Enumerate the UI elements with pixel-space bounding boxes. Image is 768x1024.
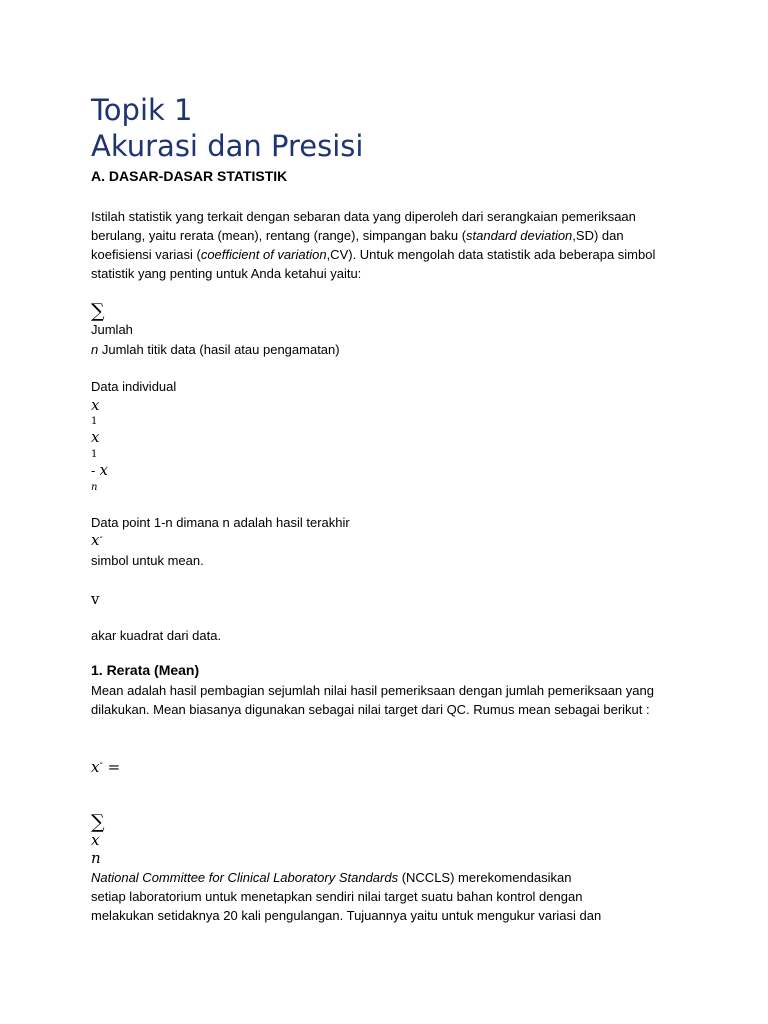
xn-subscript: n — [91, 482, 98, 493]
xn-variable: x — [99, 461, 108, 479]
jumlah-label: Jumlah — [91, 322, 133, 337]
nccls-line — [91, 868, 572, 887]
formula-equals: = — [102, 758, 121, 776]
intro-text-1: Istilah statistik yang terkait dengan sebaran data yang diperoleh dari serangkaian pemeriksaan berulang, yaitu rerata (mean), rentang (range), simpangan baku ( — [91, 209, 636, 243]
n-description: Jumlah titik data (hasil atau pengamatan) — [98, 342, 340, 357]
title-line-2: Akurasi dan Presisi — [91, 129, 364, 163]
x2-variable: x — [91, 428, 100, 446]
formula-sigma: ∑ — [91, 811, 105, 833]
n-definition — [91, 340, 340, 359]
data-individual-label: Data individual — [91, 379, 177, 394]
nccls-line-2: setiap laboratorium untuk menetapkan sendiri nilai target suatu bahan kontrol dengan — [91, 889, 583, 904]
intro-text-3: ,CV). Untuk mengolah data statistik ada beberapa simbol statistik yang penting untuk Anda ketahui yaitu: — [91, 247, 656, 281]
xn-dash: - — [91, 464, 100, 479]
n-symbol: n — [91, 342, 99, 357]
nccls-line-3: melakukan setidaknya 20 kali pengulangan. Tujuannya yaitu untuk mengukur variasi dan — [91, 908, 602, 923]
nccls-text: (NCCLS) merekomendasikan — [398, 870, 572, 885]
sqrt-symbol: v — [91, 590, 100, 608]
intro-cv-term: coefficient of variation — [200, 247, 327, 262]
nccls-name: National Committee for Clinical Laboratory Standards — [91, 870, 399, 885]
x2-subscript: 1 — [91, 449, 98, 460]
formula-bar-mark: - — [99, 758, 103, 769]
intro-text-2: ,SD) dan koefisiensi variasi ( — [91, 228, 624, 262]
formula-variable: x — [91, 758, 100, 776]
xn-term — [91, 462, 108, 480]
mean-symbol-text: simbol untuk mean. — [91, 553, 204, 568]
intro-paragraph — [91, 207, 671, 283]
xbar-mark: - — [99, 532, 103, 543]
formula-n: n — [91, 849, 101, 867]
xbar-variable: x — [91, 531, 100, 549]
document-title — [91, 92, 363, 164]
rerata-paragraph: Mean adalah hasil pembagian sejumlah nilai hasil pemeriksaan dengan jumlah pemeriksaan yang dilakukan. Mean biasanya digunakan sebagai nilai target dari QC. Rumus mean sebagai berikut : — [91, 683, 654, 717]
mean-formula — [91, 758, 120, 777]
section-heading-a: A. DASAR-DASAR STATISTIK — [91, 168, 288, 184]
akar-text: akar kuadrat dari data. — [91, 628, 222, 643]
title-line-1: Topik 1 — [91, 93, 193, 127]
sigma-symbol: ∑ — [91, 300, 105, 322]
x1-variable: x — [91, 396, 100, 414]
x1-subscript: 1 — [91, 416, 98, 427]
rerata-heading: 1. Rerata (Mean) — [91, 662, 200, 678]
xbar-symbol — [91, 532, 103, 550]
data-point-text: Data point 1-n dimana n adalah hasil terakhir — [91, 515, 350, 530]
intro-sd-term: standard deviation — [466, 228, 573, 243]
formula-x: x — [91, 831, 100, 849]
